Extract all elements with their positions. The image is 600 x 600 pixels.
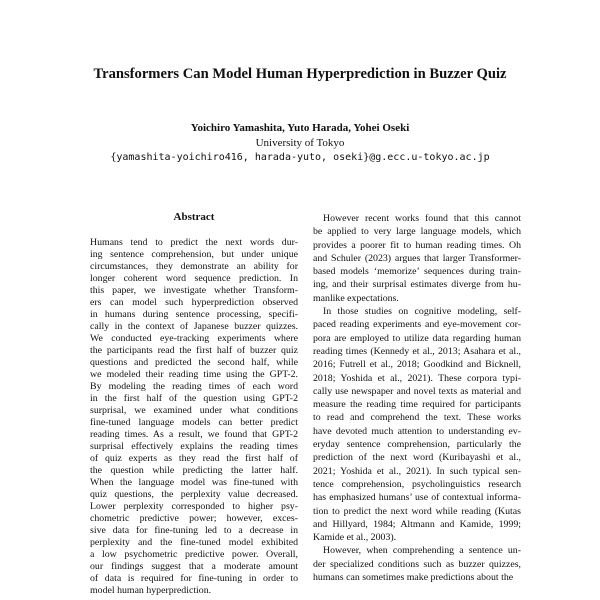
abstract-line: fine-tuned language models can better predict <box>90 417 298 428</box>
abstract-line: surprisal effectively explains the reading times <box>90 441 298 452</box>
abstract-line: ers can model such hyperprediction observed <box>90 297 298 308</box>
abstract-line: surprisal, we examined under what conditions <box>90 405 298 416</box>
body-text-line: However recent works found that this cannot <box>323 213 521 224</box>
body-text-line: provides a poorer fit to human reading times. Oh <box>313 239 521 251</box>
abstract-line: sive data for fine-tuning led to a decrease in <box>90 525 298 536</box>
abstract-line: quiz questions, the perplexity value decreased. <box>90 489 298 500</box>
affiliation: University of Tokyo <box>255 137 345 149</box>
body-text-line: have devoted much attention to understanding ev- <box>313 425 521 437</box>
abstract-line: When the language model was fine-tuned with <box>90 477 298 488</box>
abstract-line: the question while predicting the latter half. <box>90 465 298 476</box>
abstract-line: questions and predicted the second half, while <box>90 357 298 368</box>
abstract-line: of data is required for fine-tuning in order to <box>90 573 298 584</box>
abstract-heading: Abstract <box>173 211 215 223</box>
abstract-line: cally in the context of Japanese buzzer quizzes. <box>90 321 298 332</box>
body-text-line: cally use newspaper and novel texts as material and <box>313 385 521 397</box>
abstract-line: in the first half of the question using GPT-2 <box>90 393 298 404</box>
author-emails: {yamashita-yoichiro416, harada-yuto, oseki}@g.ecc.u-tokyo.ac.jp <box>110 152 490 163</box>
body-text-line: reading times (Kennedy et al., 2013; Asahara et al., <box>313 345 521 357</box>
abstract-line: chometric predictive power; however, exces- <box>90 513 298 524</box>
abstract-line: Humans tend to predict the next words dur- <box>90 237 298 248</box>
introduction-column <box>313 212 521 584</box>
abstract-line: longer coherent word sequence prediction. In <box>90 273 298 284</box>
body-text-line: 2021; Yoshida et al., 2021). In such typical sen- <box>313 465 521 477</box>
paper-title: Transformers Can Model Human Hyperprediction in Buzzer Quiz <box>93 66 507 82</box>
body-text-line: eryday sentence comprehension, particularly the <box>313 439 521 451</box>
abstract-line: we modeled their reading time using the GPT-2. <box>90 369 298 380</box>
body-text-line: pora are employed to utilize data regarding human <box>313 332 521 344</box>
body-text-line: and Schuler (2023) argues that larger Transformer- <box>313 252 521 264</box>
body-text-line: 2018; Yoshida et al., 2021). These corpora typi- <box>313 372 521 384</box>
body-text-line: has emphasized humans’ use of contextual informa- <box>313 492 521 504</box>
body-text-line: der specialized conditions such as buzzer quizzes, <box>313 558 521 570</box>
body-text-line: In those studies on cognitive modeling, self- <box>323 306 521 318</box>
abstract-line: of quiz experts as they read the first half of <box>90 453 298 464</box>
body-text-line: based models ‘memorize’ sequences during train- <box>313 266 521 278</box>
body-text-line: 2016; Futrell et al., 2018; Goodkind and Bicknell, <box>313 359 521 371</box>
abstract-line: the participants read the first half of buzzer quiz <box>90 345 298 356</box>
abstract-line: perplexity and the fine-tuned model exhibited <box>90 537 298 548</box>
body-text-line: measure the reading time required for participants <box>313 399 521 411</box>
body-text-line: paced reading experiments and eye-movement cor- <box>313 319 521 331</box>
abstract-line: our findings suggest that a moderate amount <box>90 561 298 572</box>
body-text-line: tion to predict the next word while reading (Kutas <box>313 505 521 517</box>
abstract-line: ing sentence comprehension, but under unique <box>90 249 298 260</box>
body-text-line: to read and comprehend the text. These works <box>313 412 521 424</box>
body-text-line: be applied to very large language models, which <box>313 226 521 238</box>
abstract-column <box>90 237 298 597</box>
abstract-line: By modeling the reading times of each word <box>90 381 298 392</box>
body-text-line: and Hillyard, 1984; Altmann and Kamide, 1999; <box>313 518 521 530</box>
body-text-line: humans can sometimes make predictions about the <box>313 572 514 584</box>
abstract-line: this paper, we investigate whether Transform- <box>90 285 298 296</box>
body-text-line: ing, and their surprisal estimates diverge from hu- <box>313 279 521 291</box>
body-text-line: However, when comprehending a sentence un- <box>323 545 521 557</box>
authors: Yoichiro Yamashita, Yuto Harada, Yohei Oseki <box>190 122 410 134</box>
abstract-line: circumstances, they demonstrate an ability for <box>90 261 298 272</box>
abstract-line: model human hyperprediction. <box>90 585 212 596</box>
abstract-line: We conducted eye-tracking experiments where <box>90 333 298 344</box>
abstract-line: a low psychometric predictive power. Overall, <box>90 549 298 560</box>
body-text-line: prediction of the next word (Kuribayashi et al., <box>313 452 521 464</box>
abstract-line: Lower perplexity corresponded to higher psy- <box>90 501 298 512</box>
abstract-line: in humans during sentence processing, specifi- <box>90 309 298 320</box>
body-text-line: tence comprehension, psycholinguistics research <box>313 478 521 490</box>
abstract-line: reading times. As a result, we found that GPT-2 <box>90 429 298 440</box>
body-text-line: manlike expectations. <box>313 292 399 304</box>
body-text-line: Kamide et al., 2003). <box>313 532 397 544</box>
